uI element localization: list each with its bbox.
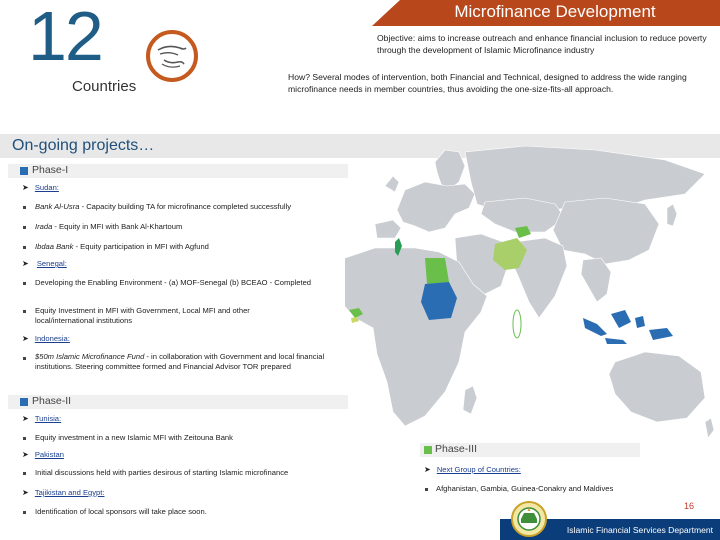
list-item: Initial discussions held with parties desirous of starting Islamic microfinance <box>35 468 289 477</box>
list-item: Developing the Enabling Environment - (a) MOF-Senegal (b) BCEAO - Completed <box>35 278 312 287</box>
phase1-label: Phase-I <box>32 164 69 176</box>
map-indonesia <box>583 310 673 344</box>
indonesia-heading-row <box>22 334 70 344</box>
phase1-marker <box>20 167 28 175</box>
bullet-icon <box>425 488 428 491</box>
phase3-marker <box>424 446 432 454</box>
bullet-icon <box>23 206 26 209</box>
bullet-icon <box>23 357 26 360</box>
phase2-label: Phase-II <box>32 395 72 407</box>
senegal-heading[interactable]: Senegal: <box>36 259 67 268</box>
sudan-heading-row <box>22 183 59 193</box>
arrow-icon: ➤ <box>22 414 29 423</box>
arrow-icon: ➤ <box>22 259 29 268</box>
tajikistan-heading-row <box>22 488 104 498</box>
department-name: Islamic Financial Services Department <box>566 525 714 535</box>
sudan-heading[interactable]: Sudan: <box>34 183 59 192</box>
map-land <box>345 146 714 438</box>
hands-logo-icon <box>146 30 198 82</box>
bullet-icon <box>23 310 26 313</box>
tunisia-heading[interactable]: Tunisia: <box>34 414 62 423</box>
world-map <box>345 142 720 482</box>
page-number: 16 <box>684 501 695 511</box>
list-item: Identification of local sponsors will take place soon. <box>35 507 207 516</box>
bullet-icon <box>23 282 26 285</box>
tunisia-heading-row <box>22 414 61 424</box>
how-text: How? Several modes of intervention, both Financial and Technical, designed to address the wide ranging microfinance needs in member countries, thus avoiding the one-size-fits-all approach. <box>288 72 687 94</box>
arrow-icon: ➤ <box>22 183 29 192</box>
phase2-marker <box>20 398 28 406</box>
idb-seal-icon <box>507 499 551 539</box>
bullet-icon <box>23 246 26 249</box>
ongoing-title: On-going projects… <box>12 137 155 154</box>
slide-title: Microfinance Development <box>454 2 656 21</box>
arrow-icon: ➤ <box>22 488 29 497</box>
arrow-icon: ➤ <box>22 450 29 459</box>
phase3-heading-row <box>424 465 521 475</box>
arrow-icon: ➤ <box>424 465 431 474</box>
bullet-icon <box>23 472 26 475</box>
list-item: Ibdaa Bank - Equity participation in MFI with Agfund <box>35 242 209 251</box>
map-maldives <box>513 310 521 338</box>
list-item: $50m Islamic Microfinance Fund - in collaboration with Government and local financial institutions. Steering committee formed and Financial Advisor TOR prepared <box>35 352 325 371</box>
pakistan-heading[interactable]: Pakistan <box>34 450 64 459</box>
countries-label: Countries <box>72 78 137 95</box>
tajikistan-heading[interactable]: Tajikistan and Egypt: <box>34 488 105 497</box>
pakistan-heading-row <box>22 450 64 460</box>
phase3-label: Phase-III <box>435 443 478 455</box>
objective-text: Objective: aims to increase outreach and enhance financial inclusion to reduce poverty through the development of Islamic Microfinance industry <box>377 33 707 55</box>
map-egypt <box>425 258 449 284</box>
indonesia-heading[interactable]: Indonesia: <box>34 334 70 343</box>
phase3-heading[interactable]: Next Group of Countries: <box>436 465 521 474</box>
handshake-icon <box>150 34 194 78</box>
senegal-heading-row <box>22 259 67 269</box>
countries-count: 12 <box>28 0 102 75</box>
bullet-icon <box>23 226 26 229</box>
list-item: Irada - Equity in MFI with Bank Al-Khartoum <box>35 222 183 231</box>
bullet-icon <box>23 437 26 440</box>
list-item: Equity Investment in MFI with Government, Local MFI and other local/international institutions <box>35 306 250 325</box>
list-item: Equity investment in a new Islamic MFI with Zeitouna Bank <box>35 433 233 442</box>
arrow-icon: ➤ <box>22 334 29 343</box>
bullet-icon <box>23 511 26 514</box>
list-item: Afghanistan, Gambia, Guinea-Conakry and Maldives <box>436 484 614 493</box>
list-item: Bank Al-Usra - Capacity building TA for microfinance completed successfully <box>35 202 292 211</box>
